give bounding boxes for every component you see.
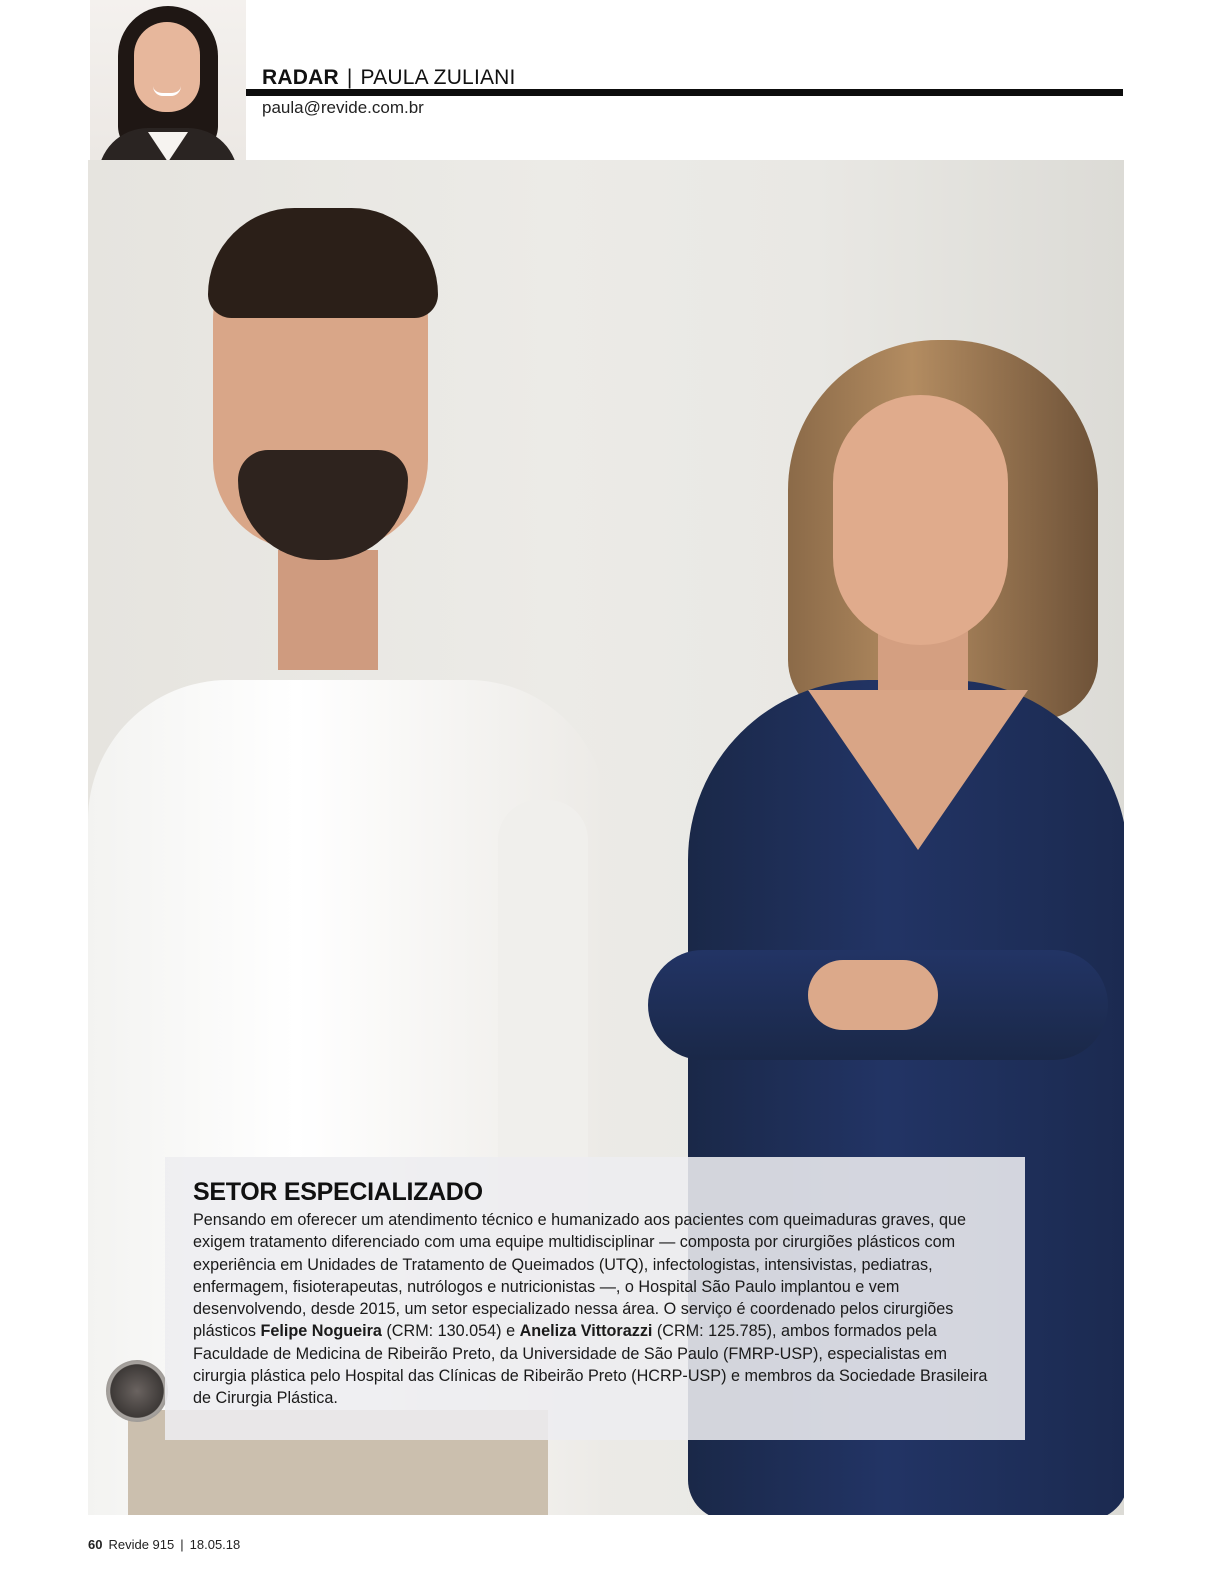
page-footer: [88, 1537, 240, 1552]
caption-title: SETOR ESPECIALIZADO: [193, 1178, 483, 1206]
issue-date: 18.05.18: [189, 1537, 241, 1552]
author-name: PAULA ZULIANI: [360, 66, 516, 89]
column-header: [262, 66, 516, 90]
watch-icon: [106, 1360, 168, 1422]
doctor-name-1: Felipe Nogueira: [260, 1322, 382, 1341]
author-email: paula@revide.com.br: [262, 98, 424, 117]
footer-separator: |: [180, 1537, 184, 1552]
header-rule: [246, 89, 1123, 96]
header-separator: |: [346, 66, 353, 89]
publication-name: Revide 915: [108, 1537, 175, 1552]
columnist-avatar: [90, 0, 246, 160]
doctor-name-2: Aneliza Vittorazzi: [519, 1322, 653, 1341]
section-name: RADAR: [262, 66, 339, 89]
page-number: 60: [88, 1537, 103, 1552]
caption-box: [165, 1157, 1025, 1440]
caption-body: Pensando em oferecer um atendimento técnico e humanizado aos pacientes com queimaduras graves, que exigem tratamento diferenciado com uma equipe multidisciplinar — composta por cirurgiões plásticos com experiência em Unidades de Tratamento de Queimados (UTQ), infectologistas, intensivistas, pediatras, enfermagem, fisioterapeutas, nutrólogos e nutricionistas —, o Hospital São Paulo implantou e vem desenvolvendo, desde 2015, um setor especializado nessa área. O serviço é coordenado pelos cirurgiões plásticos Felipe Nogueira (CRM: 130.054) e Aneliza Vittorazzi (CRM: 125.785), ambos formados pela Faculdade de Medicina de Ribeirão Preto, da Universidade de São Paulo (FMRP-USP), especialistas em cirurgia plástica pelo Hospital das Clínicas de Ribeirão Preto (HCRP-USP) e membros da Sociedade Brasileira de Cirurgia Plástica.: [193, 1211, 988, 1408]
